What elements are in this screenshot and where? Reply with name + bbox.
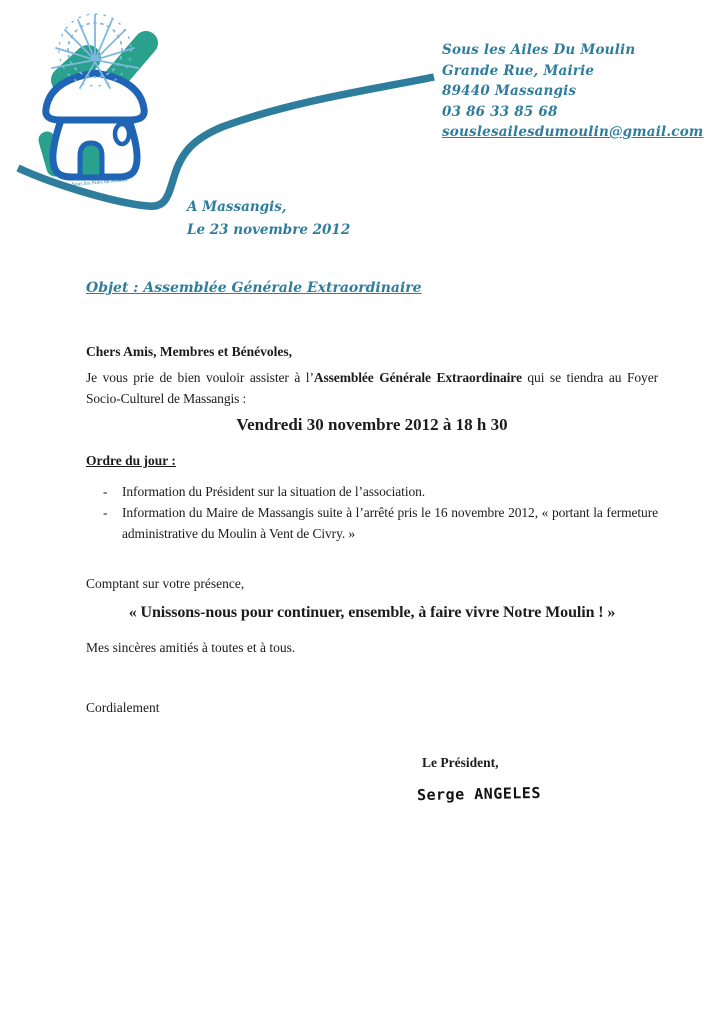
address-line-1: Grande Rue, Mairie <box>442 62 595 79</box>
address-line-2: 89440 Massangis <box>442 83 577 99</box>
windmill-window-icon <box>115 124 129 144</box>
meeting-datetime: Vendredi 30 novembre 2012 à 18 h 30 <box>236 415 508 434</box>
agenda-title: Ordre du jour : <box>86 453 176 468</box>
agenda-item: - Information du Président sur la situation de l’association. <box>86 481 658 502</box>
intro-text-post: qui se tiendra au Foyer Socio-Culturel de Massangis : <box>86 370 658 406</box>
dateline-date: Le 23 novembre 2012 <box>187 221 351 238</box>
regards-line: Mes sincères amitiés à toutes et à tous. <box>86 640 296 655</box>
signature-name: Serge ANGELES <box>416 783 542 805</box>
windmill-door-icon <box>80 143 102 177</box>
org-name: Sous les Ailes Du Moulin <box>442 42 636 58</box>
closing-line: Cordialement <box>86 700 160 715</box>
salutation: Chers Amis, Membres et Bénévoles, <box>86 344 292 359</box>
logo-caption: Sous les Ailes du Moulin <box>71 177 128 188</box>
intro-paragraph <box>86 367 658 409</box>
agenda-list <box>86 481 658 544</box>
phone-number: 03 86 33 85 68 <box>442 103 558 120</box>
subject-line: Objet : Assemblée Générale Extraordinaire <box>86 280 422 296</box>
dateline <box>187 196 350 241</box>
windmill-logo <box>20 10 190 195</box>
email-link[interactable]: souslesailesdumoulin@gmail.com <box>442 124 704 140</box>
agenda-item: - Information du Maire de Massangis suite à l’arrêté pris le 16 novembre 2012, « portant la fermeture administrative du Moulin à Vent de Civry. » <box>86 502 658 544</box>
signature-title: Le Président, <box>422 755 499 770</box>
intro-text-bold: Assemblée Générale Extraordinaire <box>313 370 522 385</box>
dateline-place: A Massangis, <box>187 199 287 215</box>
slogan-line: « Unissons-nous pour continuer, ensemble, à faire vivre Notre Moulin ! » <box>128 604 616 621</box>
windmill-house-icon <box>46 73 144 177</box>
intro-text-pre: Je vous prie de bien vouloir assister à l’ <box>86 370 314 385</box>
letterhead-contact <box>442 40 703 143</box>
presence-line: Comptant sur votre présence, <box>86 576 245 591</box>
